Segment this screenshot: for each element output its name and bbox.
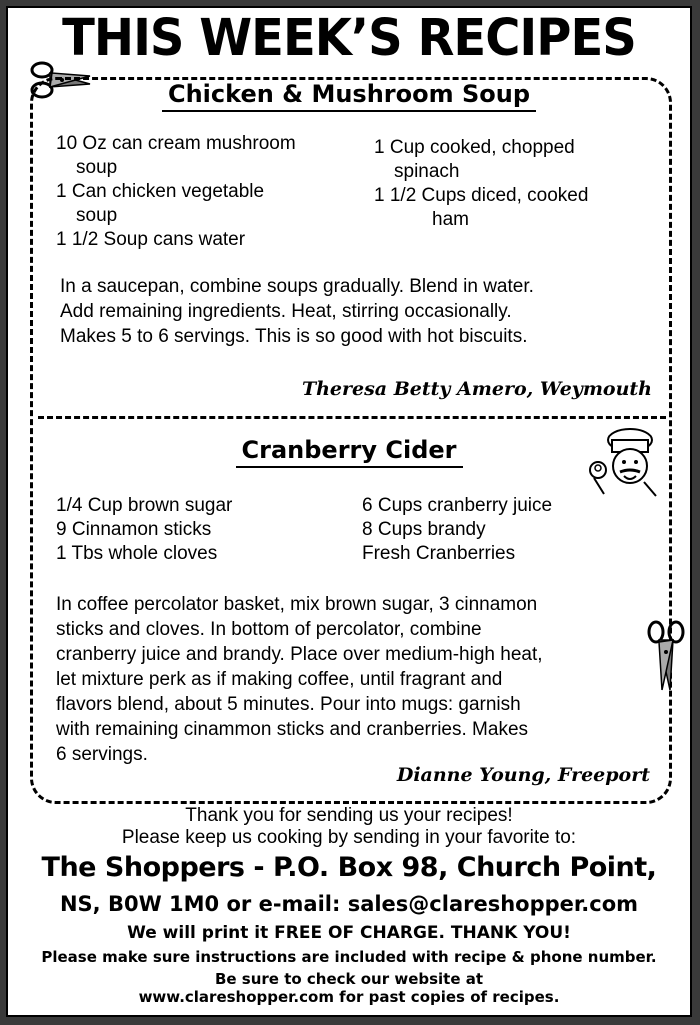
- ingredients-right-1: [374, 136, 588, 232]
- ingredient: 1 Tbs whole cloves: [56, 543, 218, 564]
- ingredient: 1 1/2 Soup cans water: [56, 229, 246, 250]
- ingredient: 6 Cups cranberry juice: [362, 495, 553, 516]
- ingredient: 10 Oz can cream mushroom: [56, 133, 296, 154]
- instruction-line: Add remaining ingredients. Heat, stirring occasionally.: [60, 301, 512, 322]
- ingredients-left-1: [56, 132, 296, 252]
- recipe-title-1: Chicken & Mushroom Soup: [8, 80, 690, 108]
- ingredient: 1 Cup cooked, chopped: [374, 137, 575, 158]
- ingredient: 1/4 Cup brown sugar: [56, 495, 233, 516]
- recipe-title-2: Cranberry Cider: [8, 436, 690, 464]
- instruction-line: cranberry juice and brandy. Place over medium-high heat,: [56, 644, 543, 665]
- ingredient: 8 Cups brandy: [362, 519, 486, 540]
- ingredients-left-2: [56, 494, 232, 566]
- instruction-line: In a saucepan, combine soups gradually. Blend in water.: [60, 276, 534, 297]
- page-title: THIS WEEK’S RECIPES: [62, 8, 636, 68]
- ingredient: Fresh Cranberries: [362, 543, 516, 564]
- footer-address: The Shoppers - P.O. Box 98, Church Point,: [41, 852, 657, 883]
- ingredient: 1 Can chicken vegetable: [56, 181, 265, 202]
- recipe-card: [6, 6, 692, 1017]
- instructions-1: [60, 274, 534, 349]
- recipe-credit-2: Dianne Young, Freeport: [396, 764, 650, 786]
- instruction-line: with remaining cinammon sticks and cranberries. Makes: [56, 719, 529, 740]
- footer-invite: Please keep us cooking by sending in your favorite to:: [121, 827, 577, 848]
- scissors-icon: [644, 618, 688, 692]
- chef-illustration: [584, 424, 664, 500]
- footer-free: We will print it FREE OF CHARGE. THANK YOU!: [127, 923, 571, 943]
- ingredient: 9 Cinnamon sticks: [56, 519, 212, 540]
- footer-instructions: Please make sure instructions are included with recipe & phone number.: [41, 948, 657, 966]
- ingredient: spinach: [394, 161, 460, 182]
- ingredient: ham: [432, 209, 469, 230]
- footer-website-note: Be sure to check our website at: [214, 970, 484, 988]
- instruction-line: In coffee percolator basket, mix brown sugar, 3 cinnamon: [56, 594, 538, 615]
- recipe-divider: [38, 416, 666, 419]
- instruction-line: 6 servings.: [56, 744, 148, 765]
- ingredients-right-2: [362, 494, 552, 566]
- instruction-line: Makes 5 to 6 servings. This is so good with hot biscuits.: [60, 326, 528, 347]
- instructions-2: [56, 592, 543, 767]
- ingredient: soup: [76, 157, 118, 178]
- recipe-credit-1: Theresa Betty Amero, Weymouth: [301, 378, 652, 400]
- ingredient: soup: [76, 205, 118, 226]
- instruction-line: flavors blend, about 5 minutes. Pour into mugs: garnish: [56, 694, 521, 715]
- footer-thanks: Thank you for sending us your recipes!: [185, 805, 513, 826]
- instruction-line: let mixture perk as if making coffee, until fragrant and: [56, 669, 503, 690]
- instruction-line: sticks and cloves. In bottom of percolator, combine: [56, 619, 482, 640]
- footer-website: www.clareshopper.com for past copies of recipes.: [138, 988, 560, 1006]
- ingredient: 1 1/2 Cups diced, cooked: [374, 185, 589, 206]
- footer-contact: NS, B0W 1M0 or e-mail: sales@clareshopper.com: [59, 892, 639, 916]
